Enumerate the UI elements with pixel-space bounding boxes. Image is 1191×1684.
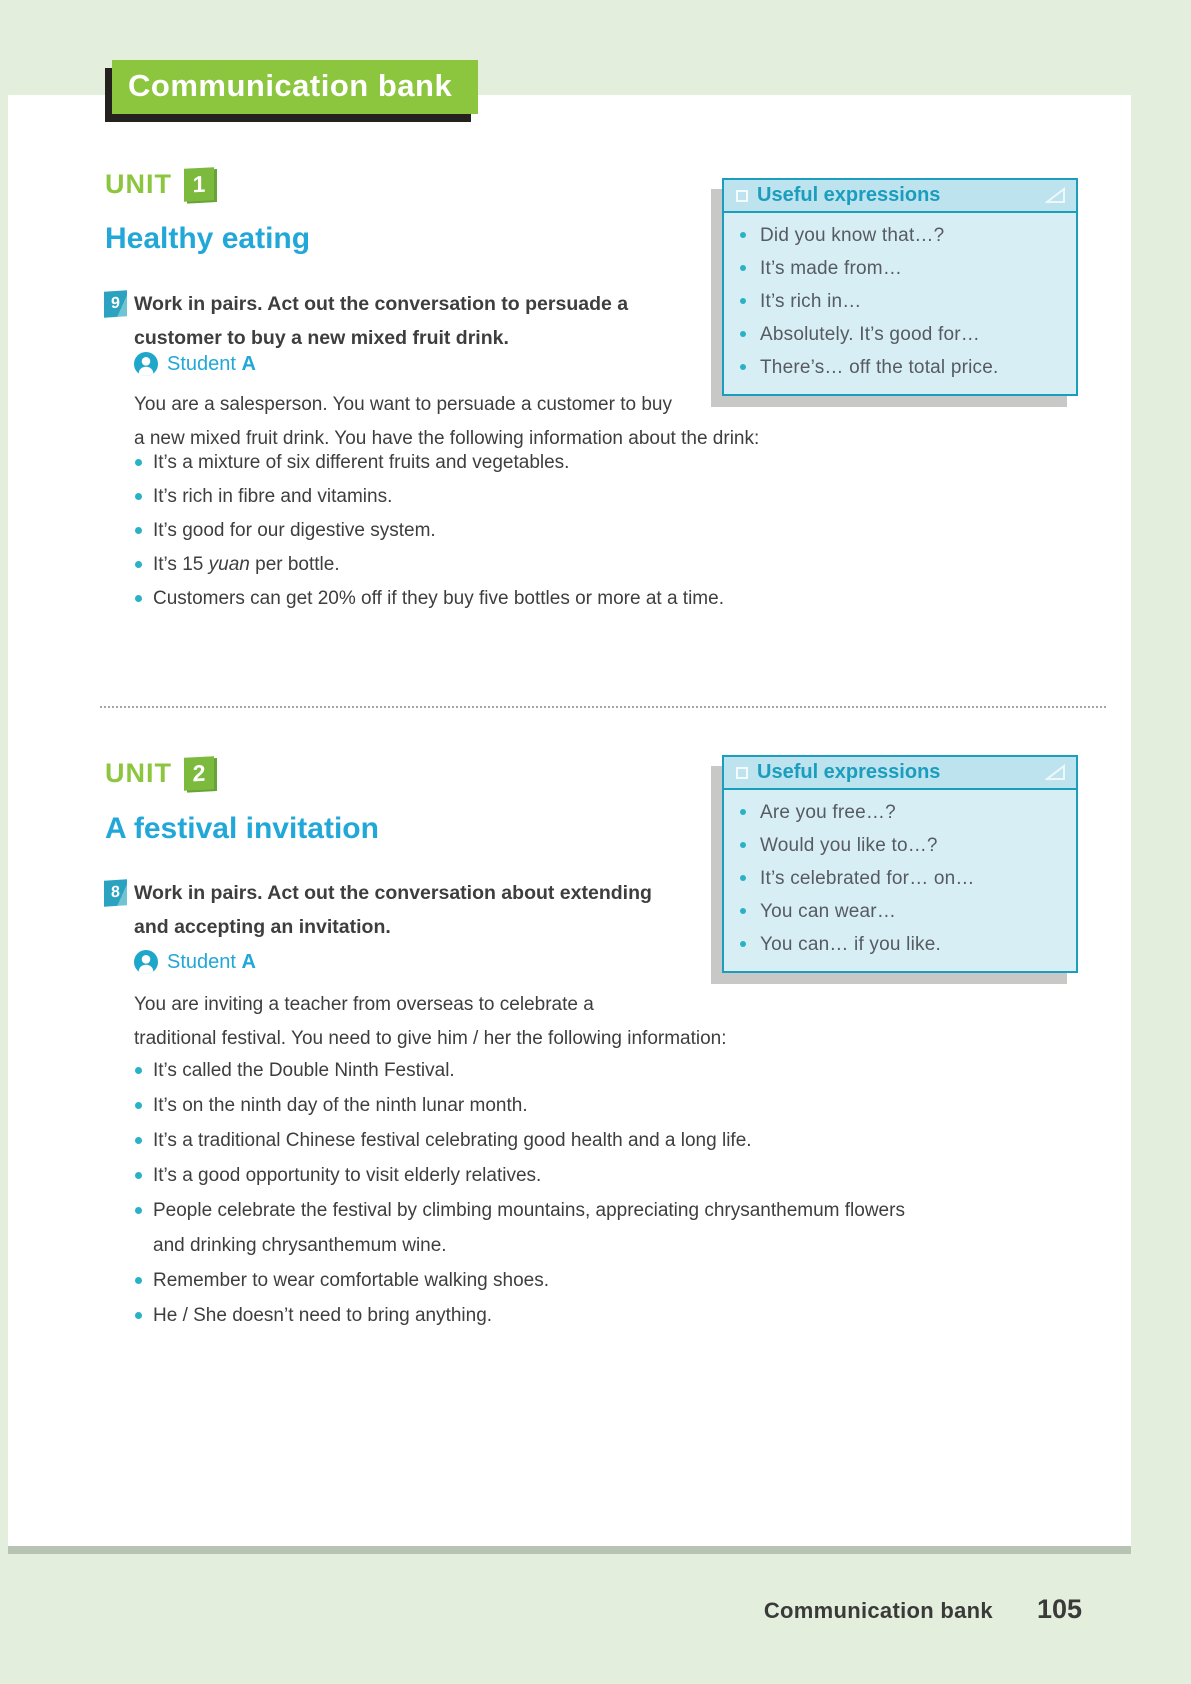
intro-line: traditional festival. You need to give him / her the following information: [134, 1028, 727, 1049]
list-item: It’s 15 yuan per bottle. [134, 548, 724, 582]
page-title: Communication bank [112, 60, 478, 114]
dot-icon [135, 1067, 142, 1074]
expression-item: There’s… off the total price. [739, 351, 1064, 384]
list-item: It’s good for our digestive system. [134, 514, 724, 548]
expression-item: Are you free…? [739, 796, 1064, 829]
useful-expressions-box-unit2 [722, 755, 1078, 973]
unit2-header [105, 757, 214, 790]
useful-expressions-title: Useful expressions [757, 184, 941, 206]
dot-icon [740, 842, 746, 848]
list-item: Remember to wear comfortable walking shoes. [134, 1263, 905, 1298]
intro-line: You are inviting a teacher from overseas to celebrate a [134, 994, 594, 1015]
list-item: It’s called the Double Ninth Festival. [134, 1053, 905, 1088]
dot-icon [135, 1137, 142, 1144]
expression-item: It’s rich in… [739, 285, 1064, 318]
student-label: Student A [167, 352, 256, 375]
dot-icon [740, 941, 746, 947]
person-icon [134, 950, 158, 974]
dot-icon [135, 1312, 142, 1319]
exercise-number-badge: 9 [104, 290, 127, 318]
unit1-info-list [134, 446, 724, 616]
dot-icon [740, 908, 746, 914]
instruction-line: and accepting an invitation. [134, 916, 391, 938]
list-item: People celebrate the festival by climbing mountains, appreciating chrysanthemum flowers and drinking chrysanthemum wine. [134, 1193, 905, 1263]
expression-item: Would you like to…? [739, 829, 1064, 862]
triangle-icon [1045, 187, 1066, 204]
dot-icon [135, 527, 142, 534]
unit-label: UNIT [105, 758, 172, 788]
person-icon [134, 352, 158, 376]
list-item: Customers can get 20% off if they buy five bottles or more at a time. [134, 582, 724, 616]
expression-item: You can… if you like. [739, 928, 1064, 961]
expression-item: It’s made from… [739, 252, 1064, 285]
dot-icon [135, 595, 142, 602]
unit1-title: Healthy eating [105, 222, 311, 255]
dot-icon [740, 298, 746, 304]
instruction-line: Work in pairs. Act out the conversation to persuade a [134, 293, 629, 315]
page-bottom-edge [8, 1546, 1131, 1554]
page-footer [764, 1594, 1082, 1625]
dot-icon [740, 331, 746, 337]
section-divider [100, 706, 1106, 708]
list-item: It’s a mixture of six different fruits and vegetables. [134, 446, 724, 480]
unit-label: UNIT [105, 169, 172, 199]
list-item: It’s rich in fibre and vitamins. [134, 480, 724, 514]
intro-line: You are a salesperson. You want to persuade a customer to buy [134, 394, 672, 415]
list-item: It’s a traditional Chinese festival celebrating good health and a long life. [134, 1123, 905, 1158]
unit-number-badge: 1 [184, 167, 214, 202]
page-number: 105 [1036, 1594, 1082, 1624]
dot-icon [135, 561, 142, 568]
instruction-line: Work in pairs. Act out the conversation about extending [134, 882, 652, 904]
dot-icon [135, 1172, 142, 1179]
unit2-student-a [134, 950, 256, 974]
unit2-role-description [134, 988, 727, 1056]
unit1-instruction [134, 287, 628, 355]
unit1-header [105, 168, 214, 201]
unit2-info-list [134, 1053, 905, 1333]
instruction-line: customer to buy a new mixed fruit drink. [134, 327, 509, 349]
dot-icon [740, 364, 746, 370]
useful-expressions-list [724, 790, 1076, 971]
expression-item: It’s celebrated for… on… [739, 862, 1064, 895]
list-item: It’s a good opportunity to visit elderly relatives. [134, 1158, 905, 1193]
dot-icon [740, 809, 746, 815]
unit2-title: A festival invitation [105, 812, 379, 845]
student-label: Student A [167, 950, 256, 973]
triangle-icon [1045, 764, 1066, 781]
unit2-instruction [134, 876, 652, 944]
unit-number-badge: 2 [184, 756, 214, 791]
useful-expressions-header [724, 180, 1076, 213]
exercise-number-badge: 8 [104, 879, 127, 907]
dot-icon [740, 875, 746, 881]
useful-expressions-list [724, 213, 1076, 394]
useful-expressions-header [724, 757, 1076, 790]
unit1-student-a [134, 352, 256, 376]
useful-expressions-title: Useful expressions [757, 761, 941, 783]
expression-item: Absolutely. It’s good for… [739, 318, 1064, 351]
dot-icon [135, 1102, 142, 1109]
expression-item: Did you know that…? [739, 219, 1064, 252]
dot-icon [740, 232, 746, 238]
footer-section-label: Communication bank [763, 1598, 993, 1623]
square-outline-icon [736, 190, 748, 202]
intro-line: a new mixed fruit drink. You have the following information about the drink: [134, 428, 760, 449]
dot-icon [135, 1207, 142, 1214]
dot-icon [135, 1277, 142, 1284]
square-outline-icon [736, 767, 748, 779]
dot-icon [135, 459, 142, 466]
dot-icon [740, 265, 746, 271]
useful-expressions-box-unit1 [722, 178, 1078, 396]
expression-item: You can wear… [739, 895, 1064, 928]
list-item: It’s on the ninth day of the ninth lunar month. [134, 1088, 905, 1123]
dot-icon [135, 493, 142, 500]
list-item: He / She doesn’t need to bring anything. [134, 1298, 905, 1333]
